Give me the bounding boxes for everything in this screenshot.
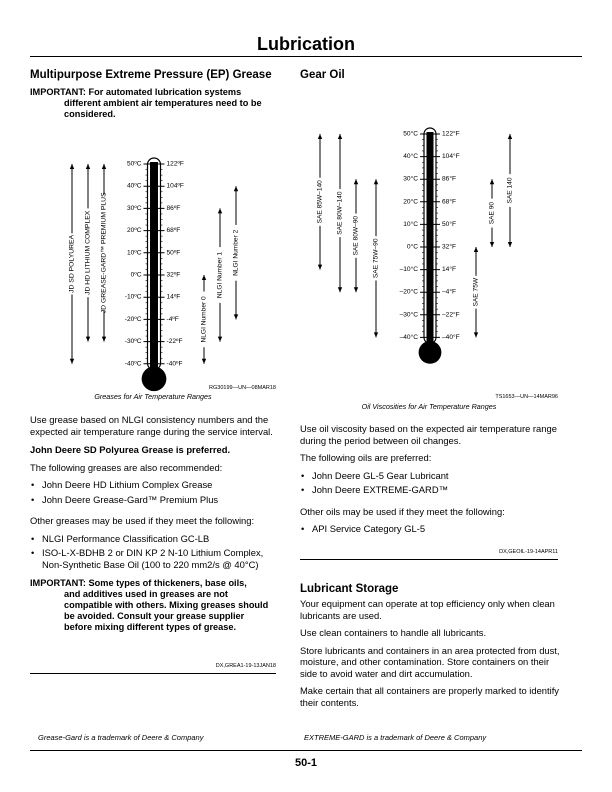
bar-sae-90-arrow-top bbox=[490, 179, 494, 184]
fahrenheit-tick-label: -4ºF bbox=[166, 315, 179, 323]
celsius-tick-label: 10ºC bbox=[126, 249, 142, 257]
bar-jd-grease-gard-premium-plus-arrow-top bbox=[102, 164, 106, 169]
celsius-tick-label: 50°C bbox=[403, 130, 418, 138]
grease-recommended-list bbox=[30, 479, 276, 505]
gear-oil-preferred-list bbox=[300, 470, 560, 496]
celsius-tick-label: –10°C bbox=[399, 266, 418, 274]
bar-sae-75w-90-arrow-bottom bbox=[374, 332, 378, 337]
celsius-tick-label: -20ºC bbox=[124, 315, 142, 323]
bar-sae-75w-label: SAE 75W bbox=[472, 277, 480, 307]
fahrenheit-tick-label: 50ºF bbox=[166, 249, 181, 257]
important-text-3: compatible with others. Mixing greases should bbox=[64, 600, 269, 610]
storage-paragraph-3: Store lubricants and containers in an area protected from dust, moisture, and other contamination. Store containers on their side to avoid water and dirt accumulation. bbox=[300, 644, 560, 679]
important-label: IMPORTANT: bbox=[30, 87, 86, 97]
footer-rule bbox=[30, 750, 582, 751]
bar-jd-grease-gard-premium-plus-arrow-bottom bbox=[102, 337, 106, 342]
list-item: • NLGI Performance Classification GC-LB bbox=[30, 533, 276, 545]
fahrenheit-tick-label: 86ºF bbox=[166, 204, 181, 212]
fahrenheit-tick-label: 68°F bbox=[442, 198, 456, 206]
grease-paragraph: Use grease based on NLGI consistency numbers and the expected air temperature range during the service interval. bbox=[30, 414, 273, 437]
footnote-grease-gard: Grease-Gard is a trademark of Deere & Company bbox=[38, 733, 204, 742]
storage-heading: Lubricant Storage bbox=[300, 583, 399, 595]
bar-jd-sd-polyurea-label: JD SD POLYUREA bbox=[68, 234, 76, 293]
celsius-tick-label: 0°C bbox=[406, 243, 418, 251]
celsius-tick-label: 50ºC bbox=[126, 160, 142, 168]
celsius-tick-label: 0ºC bbox=[130, 271, 142, 279]
bar-nlgi-2-label: NLGI Number 2 bbox=[232, 229, 240, 276]
important-text-2: and additives used in greases are not bbox=[64, 589, 228, 599]
title-rule bbox=[30, 56, 582, 57]
grease-chart-ref: RG30199—UN—08MAR18 bbox=[209, 385, 276, 391]
bar-sae-85w-140-label: SAE 85W–140 bbox=[316, 180, 324, 224]
celsius-tick-label: -10ºC bbox=[124, 293, 142, 301]
bar-sae-85w-140-arrow-top bbox=[318, 134, 322, 139]
list-item: • API Service Category GL-5 bbox=[300, 523, 560, 535]
grease-body bbox=[30, 414, 276, 633]
gear-end-rule bbox=[300, 559, 558, 560]
fahrenheit-tick-label: –40°F bbox=[442, 333, 460, 341]
bar-jd-hd-lithium-complex-label: JD HD LITHIUM COMPLEX bbox=[84, 210, 92, 295]
gear-oil-temperature-chart bbox=[312, 122, 542, 384]
bar-jd-grease-gard-premium-plus-label: JD GREASE-GARD™ PREMIUM PLUS bbox=[100, 192, 108, 314]
grease-temperature-chart bbox=[58, 150, 282, 392]
bar-nlgi-1-arrow-bottom bbox=[218, 337, 222, 342]
bar-sae-140-label: SAE 140 bbox=[506, 177, 514, 204]
bar-nlgi-2-arrow-bottom bbox=[234, 314, 238, 319]
bar-jd-sd-polyurea-arrow-top bbox=[70, 164, 74, 169]
bar-sae-140-arrow-bottom bbox=[508, 242, 512, 247]
grease-preferred: John Deere SD Polyurea Grease is preferred. bbox=[30, 444, 231, 455]
gear-oil-spec-list bbox=[300, 523, 560, 535]
list-item: • John Deere EXTREME-GARD™ bbox=[300, 484, 560, 496]
bar-sae-80w-90-arrow-bottom bbox=[354, 287, 358, 292]
page-number: 50-1 bbox=[294, 757, 318, 769]
bar-sae-75w-arrow-top bbox=[474, 247, 478, 252]
grease-important-note-2 bbox=[30, 578, 276, 633]
fahrenheit-tick-label: 50°F bbox=[442, 220, 456, 228]
celsius-tick-label: -40ºC bbox=[124, 360, 142, 368]
celsius-tick-label: 40ºC bbox=[126, 182, 142, 190]
bar-nlgi-2-arrow-top bbox=[234, 186, 238, 191]
bar-sae-80w-140-label: SAE 80W–140 bbox=[336, 191, 344, 235]
fahrenheit-tick-label: 104°F bbox=[442, 153, 460, 161]
grease-section bbox=[30, 68, 276, 120]
fahrenheit-tick-label: -40ºF bbox=[166, 360, 183, 368]
gear-oil-other: Other oils may be used if they meet the following: bbox=[300, 505, 505, 517]
bar-sae-85w-140-arrow-bottom bbox=[318, 265, 322, 270]
footnote-extreme-gard: EXTREME-GARD is a trademark of Deere & Company bbox=[304, 733, 487, 742]
celsius-tick-label: -30ºC bbox=[124, 338, 142, 346]
fahrenheit-tick-label: 14°F bbox=[442, 266, 456, 274]
grease-end-rule bbox=[30, 673, 276, 674]
celsius-tick-label: –30°C bbox=[399, 311, 418, 319]
important-text-3: considered. bbox=[64, 109, 116, 119]
fahrenheit-tick-label: 32ºF bbox=[166, 271, 181, 279]
bar-sae-80w-90-label: SAE 80W–90 bbox=[352, 215, 360, 256]
gear-doc-ref: DX,GEOIL-19-14APR11 bbox=[499, 549, 558, 555]
list-item: • John Deere HD Lithium Complex Grease bbox=[30, 479, 276, 491]
grease-doc-ref: DX,GREA1-19-13JAN18 bbox=[215, 663, 276, 669]
page-title: Lubrication bbox=[257, 34, 355, 54]
storage-paragraph-2: Use clean containers to handle all lubricants. bbox=[300, 627, 487, 638]
gear-oil-heading: Gear Oil bbox=[300, 69, 345, 81]
fahrenheit-tick-label: 122°F bbox=[442, 130, 460, 138]
fahrenheit-tick-label: –4°F bbox=[442, 288, 456, 296]
bar-nlgi-1-arrow-top bbox=[218, 208, 222, 213]
storage-section bbox=[300, 582, 560, 708]
bar-sae-80w-140-arrow-top bbox=[338, 134, 342, 139]
fahrenheit-tick-label: 104ºF bbox=[166, 182, 184, 190]
list-item: • ISO-L-X-BDHB 2 or DIN KP 2 N-10 Lithium Complex, Non-Synthetic Base Oil (100 to 220 mm2/s @ 40°C) bbox=[30, 547, 276, 570]
bar-sae-75w-90-arrow-top bbox=[374, 179, 378, 184]
grease-important-note bbox=[30, 87, 276, 120]
bar-jd-hd-lithium-complex-arrow-bottom bbox=[86, 337, 90, 342]
storage-paragraph-1: Your equipment can operate at top efficiency only when clean lubricants are used. bbox=[300, 598, 555, 621]
celsius-tick-label: 30ºC bbox=[126, 204, 142, 212]
celsius-tick-label: 20°C bbox=[403, 198, 418, 206]
important-label: IMPORTANT: bbox=[30, 578, 86, 588]
celsius-tick-label: 40°C bbox=[403, 153, 418, 161]
fahrenheit-tick-label: –22°F bbox=[442, 311, 460, 319]
bar-sae-90-arrow-bottom bbox=[490, 242, 494, 247]
list-item: • John Deere GL-5 Gear Lubricant bbox=[300, 470, 560, 482]
bar-sae-75w-90-label: SAE 75W–90 bbox=[372, 238, 380, 279]
gear-oil-paragraph: Use oil viscosity based on the expected air temperature range during the period between oil changes. bbox=[300, 423, 557, 446]
important-text-1: Some types of thickeners, base oils, bbox=[88, 578, 247, 588]
fahrenheit-tick-label: 68ºF bbox=[166, 227, 181, 235]
important-text-1: For automated lubrication systems bbox=[88, 87, 242, 97]
grease-heading: Multipurpose Extreme Pressure (EP) Grease bbox=[30, 69, 272, 81]
bar-sae-80w-90-arrow-top bbox=[354, 179, 358, 184]
gear-chart-ref: TS1653—UN—14MAR96 bbox=[495, 394, 558, 400]
bar-sae-90-label: SAE 90 bbox=[488, 201, 496, 225]
important-text-4: be avoided. Consult your grease supplier bbox=[64, 611, 245, 621]
fahrenheit-tick-label: -22ºF bbox=[166, 338, 183, 346]
fahrenheit-tick-label: 86°F bbox=[442, 175, 456, 183]
bar-nlgi-0-arrow-top bbox=[202, 275, 206, 280]
gear-chart-caption: Oil Viscosities for Air Temperature Ranges bbox=[361, 402, 497, 411]
celsius-tick-label: 30°C bbox=[403, 175, 418, 183]
fahrenheit-tick-label: 14ºF bbox=[166, 293, 181, 301]
bar-nlgi-0-arrow-bottom bbox=[202, 359, 206, 364]
grease-chart-caption: Greases for Air Temperature Ranges bbox=[94, 392, 212, 401]
grease-other: Other greases may be used if they meet the following: bbox=[30, 515, 255, 526]
celsius-tick-label: –20°C bbox=[399, 288, 418, 296]
gear-oil-section bbox=[300, 68, 582, 82]
bar-nlgi-1-label: NLGI Number 1 bbox=[216, 251, 224, 299]
important-text-5: before mixing different types of grease. bbox=[64, 622, 237, 632]
bar-sae-140-arrow-top bbox=[508, 134, 512, 139]
list-item: • John Deere Grease-Gard™ Premium Plus bbox=[30, 494, 276, 506]
fahrenheit-tick-label: 32°F bbox=[442, 243, 456, 251]
bar-sae-80w-140-arrow-bottom bbox=[338, 287, 342, 292]
storage-paragraph-4: Make certain that all containers are properly marked to identify their contents. bbox=[300, 685, 559, 708]
bar-nlgi-0-label: NLGI Number 0 bbox=[200, 296, 208, 343]
bar-sae-75w-arrow-bottom bbox=[474, 332, 478, 337]
bar-jd-sd-polyurea-arrow-bottom bbox=[70, 359, 74, 364]
gear-oil-preferred: The following oils are preferred: bbox=[300, 452, 432, 463]
gear-oil-body bbox=[300, 423, 560, 538]
celsius-tick-label: 20ºC bbox=[126, 227, 142, 235]
fahrenheit-tick-label: 122ºF bbox=[166, 160, 184, 168]
celsius-tick-label: –40°C bbox=[399, 333, 418, 341]
grease-spec-list bbox=[30, 533, 276, 571]
important-text-2: different ambient air temperatures need to be bbox=[64, 98, 262, 108]
celsius-tick-label: 10°C bbox=[403, 220, 418, 228]
bar-jd-hd-lithium-complex-arrow-top bbox=[86, 164, 90, 169]
grease-also-recommended: The following greases are also recommended: bbox=[30, 461, 223, 473]
